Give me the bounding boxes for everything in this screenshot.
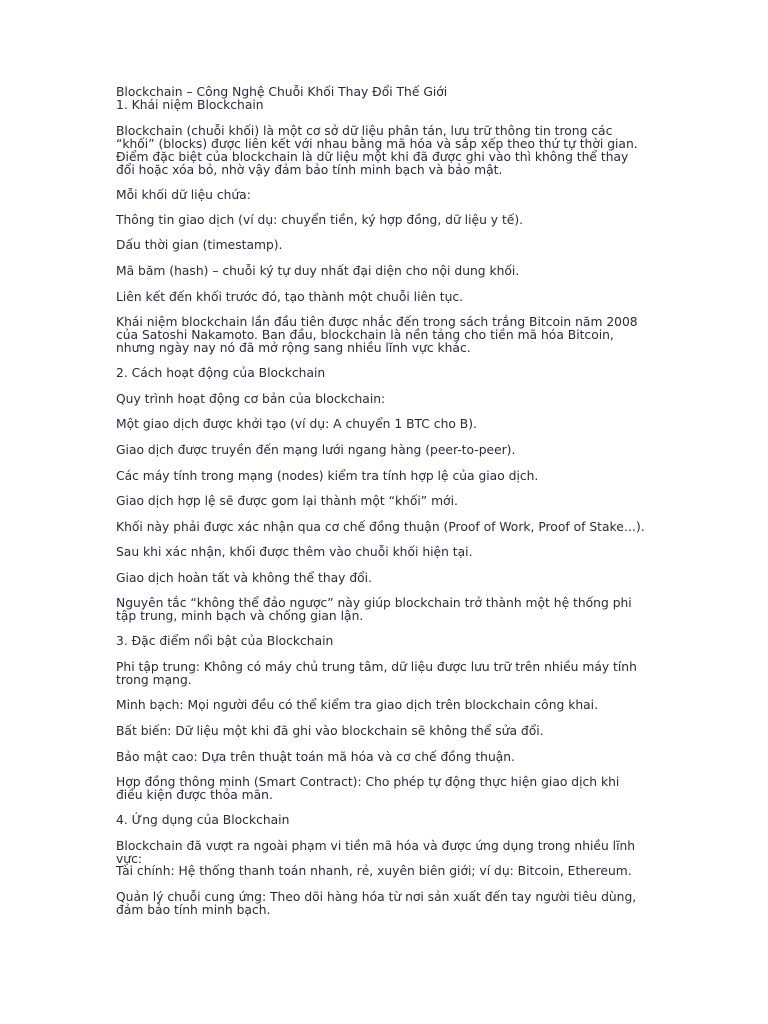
process-intro: Quy trình hoạt động cơ bản của blockchain: [116,392,386,406]
process-step: Một giao dịch được khởi tạo (ví dụ: A chuyển 1 BTC cho B). [116,417,477,431]
block-item: Liên kết đến khối trước đó, tạo thành một chuỗi liên tục. [116,290,464,304]
section-1-heading: 1. Khái niệm Blockchain [116,98,264,112]
section-2-heading: 2. Cách hoạt động của Blockchain [116,366,326,380]
process-step: Giao dịch hợp lệ sẽ được gom lại thành một “khối” mới. [116,494,458,508]
feature-item: Minh bạch: Mọi người đều có thể kiểm tra giao dịch trên blockchain công khai. [116,698,598,712]
block-item: Mã băm (hash) – chuỗi ký tự duy nhất đại diện cho nội dung khối. [116,264,520,278]
process-step: Khối này phải được xác nhận qua cơ chế đồng thuận (Proof of Work, Proof of Stake…). [116,520,645,534]
process-step: Các máy tính trong mạng (nodes) kiểm tra tính hợp lệ của giao dịch. [116,469,539,483]
section-4-heading: 4. Ứng dụng của Blockchain [116,813,290,827]
feature-item: Hợp đồng thông minh (Smart Contract): Cho phép tự động thực hiện giao dịch khi điều kiện được thỏa mãn. [116,775,620,802]
process-step: Giao dịch hoàn tất và không thể thay đổi. [116,571,372,585]
process-step: Sau khi xác nhận, khối được thêm vào chuỗi khối hiện tại. [116,545,473,559]
process-step: Giao dịch được truyền đến mạng lưới ngang hàng (peer-to-peer). [116,443,516,457]
application-item: Tài chính: Hệ thống thanh toán nhanh, rẻ, xuyên biên giới; ví dụ: Bitcoin, Ethereum. [116,864,632,878]
applications-intro: Blockchain đã vượt ra ngoài phạm vi tiền mã hóa và được ứng dụng trong nhiều lĩnh vực: [116,839,636,866]
intro-paragraph: Blockchain (chuỗi khối) là một cơ sở dữ liệu phân tán, lưu trữ thông tin trong các “khối” (blocks) được liên kết với nhau bằng mã hóa và sắp xếp theo thứ tự thời gian. Điểm đặc biệt của blockchain là dữ liệu một khi đã được ghi vào thì không thể thay đổi hoặc xóa bỏ, nhờ vậy đảm bảo tính minh bạch và bảo mật. [116,124,638,177]
history-paragraph: Khái niệm blockchain lần đầu tiên được nhắc đến trong sách trắng Bitcoin năm 2008 của Satoshi Nakamoto. Ban đầu, blockchain là nền tảng cho tiền mã hóa Bitcoin, nhưng ngày nay nó đã mở rộng sang nhiều lĩnh vực khác. [116,315,638,355]
document-title: Blockchain – Công Nghệ Chuỗi Khối Thay Đổi Thế Giới [116,85,448,99]
application-item: Quản lý chuỗi cung ứng: Theo dõi hàng hóa từ nơi sản xuất đến tay người tiêu dùng, đảm bảo tính minh bạch. [116,890,637,917]
block-item: Dấu thời gian (timestamp). [116,238,283,252]
irreversible-paragraph: Nguyên tắc “không thể đảo ngược” này giúp blockchain trở thành một hệ thống phi tập trung, minh bạch và chống gian lận. [116,596,632,623]
block-item: Thông tin giao dịch (ví dụ: chuyển tiền, ký hợp đồng, dữ liệu y tế). [116,213,524,227]
block-contains-label: Mỗi khối dữ liệu chứa: [116,188,251,202]
section-3-heading: 3. Đặc điểm nổi bật của Blockchain [116,634,334,648]
feature-item: Bất biến: Dữ liệu một khi đã ghi vào blockchain sẽ không thể sửa đổi. [116,724,544,738]
feature-item: Phi tập trung: Không có máy chủ trung tâm, dữ liệu được lưu trữ trên nhiều máy tính trong mạng. [116,660,637,687]
feature-item: Bảo mật cao: Dựa trên thuật toán mã hóa và cơ chế đồng thuận. [116,750,515,764]
